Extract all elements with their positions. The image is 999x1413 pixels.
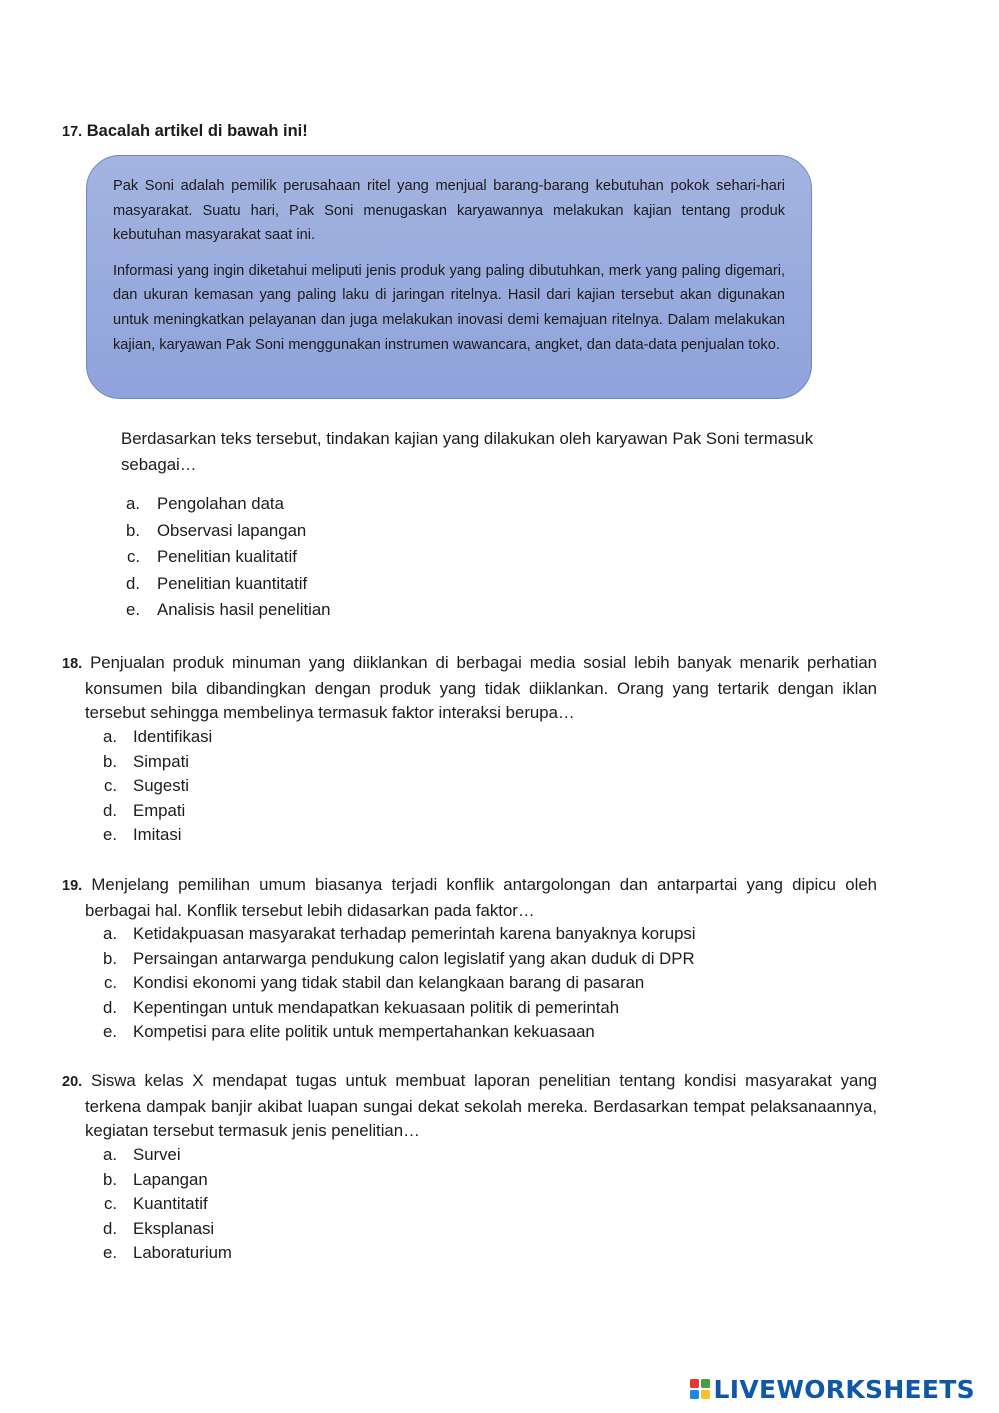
logo-square — [701, 1379, 710, 1388]
q19-stem — [62, 873, 877, 923]
article-paragraph-2: Informasi yang ingin diketahui meliputi jenis produk yang paling dibutuhkan, merk yang paling digemari, dan ukuran kemasan yang paling laku di jaringan ritelnya. Hasil dari kajian tersebut akan digunakan untuk meningkatkan pelayanan dan juga melakukan inovasi demi kemajuan ritelnya. Dalam melakukan kajian, karyawan Pak Soni menggunakan instrumen wawancara, angket, dan data-data penjualan toko. — [113, 262, 785, 353]
option-letter: e. — [103, 1022, 117, 1042]
option-letter: e. — [103, 1243, 117, 1263]
option-letter: a. — [103, 727, 117, 746]
q20-stem — [62, 1069, 877, 1144]
option-letter: c. — [103, 1194, 117, 1214]
q19-number: 19. — [62, 878, 83, 894]
logo-square — [690, 1390, 699, 1399]
q18-stem — [62, 651, 877, 726]
q20-number: 20. — [62, 1074, 83, 1090]
option-text: Penelitian kualitatif — [157, 547, 297, 566]
option-letter: e. — [126, 600, 140, 619]
q18-block — [62, 651, 877, 726]
option-letter: d. — [103, 800, 117, 820]
q19-block — [62, 873, 877, 923]
option-letter: b. — [103, 948, 117, 968]
option-text: Lapangan — [133, 1169, 208, 1189]
logo-square — [690, 1379, 699, 1388]
option-text: Identifikasi — [133, 727, 213, 746]
option-letter: a. — [103, 924, 117, 943]
option-letter: b. — [103, 751, 117, 771]
option-text: Persaingan antarwarga pendukung calon legislatif yang akan duduk di DPR — [133, 948, 695, 968]
option-text: Kepentingan untuk mendapatkan kekuasaan politik di pemerintah — [133, 997, 620, 1017]
option-letter: a. — [103, 1145, 117, 1164]
q17-question: Berdasarkan teks tersebut, tindakan kajian yang dilakukan oleh karyawan Pak Soni termasuk sebagai… — [121, 429, 814, 474]
q18-number: 18. — [62, 656, 83, 672]
option-text: Sugesti — [133, 776, 189, 796]
q19-question: Menjelang pemilihan umum biasanya terjadi konflik antargolongan dan antarpartai yang dipicu oleh berbagai hal. Konflik tersebut lebih didasarkan pada faktor… — [85, 875, 877, 920]
liveworksheets-mark-icon — [690, 1379, 710, 1399]
option-letter: c. — [103, 973, 117, 993]
option-text: Observasi lapangan — [157, 520, 307, 540]
article-box — [86, 155, 812, 399]
option-letter: c. — [126, 547, 140, 566]
q17-number: 17. — [62, 124, 83, 140]
option-text: Ketidakpuasan masyarakat terhadap pemerintah karena banyaknya korupsi — [133, 924, 696, 943]
q17-title: Bacalah artikel di bawah ini! — [86, 122, 308, 140]
option-text: Eksplanasi — [133, 1218, 215, 1238]
option-letter: d. — [103, 997, 117, 1017]
option-text: Empati — [133, 800, 186, 820]
q17-heading — [62, 122, 308, 141]
option-letter: b. — [126, 520, 140, 540]
option-text: Imitasi — [133, 825, 182, 845]
q20-block — [62, 1069, 877, 1144]
option-text: Survei — [133, 1145, 181, 1164]
option-letter: d. — [103, 1218, 117, 1238]
liveworksheets-wordmark: LIVEWORKSHEETS — [713, 1374, 975, 1404]
article-paragraph-1: Pak Soni adalah pemilik perusahaan ritel yang menjual barang-barang kebutuhan pokok sehari-hari masyarakat. Suatu hari, Pak Soni menugaskan karyawannya melakukan kajian tentang produk kebutuhan masyarakat saat ini. — [113, 178, 785, 244]
option-text: Kondisi ekonomi yang tidak stabil dan kelangkaan barang di pasaran — [133, 973, 645, 993]
option-text: Simpati — [133, 751, 189, 771]
option-letter: b. — [103, 1169, 117, 1189]
option-letter: c. — [103, 776, 117, 796]
option-text: Kuantitatif — [133, 1194, 208, 1214]
logo-square — [701, 1390, 710, 1399]
option-text: Penelitian kuantitatif — [157, 573, 308, 593]
option-text: Kompetisi para elite politik untuk mempertahankan kekuasaan — [133, 1022, 595, 1042]
option-text: Analisis hasil penelitian — [157, 600, 331, 619]
option-text: Laboraturium — [133, 1243, 232, 1263]
q18-question: Penjualan produk minuman yang diiklankan di berbagai media sosial lebih banyak menarik perhatian konsumen bila dibandingkan dengan produk yang tidak diiklankan. Orang yang tertarik dengan iklan tersebut sehingga membelinya termasuk faktor interaksi berupa… — [85, 653, 877, 722]
option-letter: d. — [126, 573, 140, 593]
q20-question: Siswa kelas X mendapat tugas untuk membuat laporan penelitian tentang kondisi masyarakat yang terkena dampak banjir akibat luapan sungai dekat sekolah mereka. Berdasarkan tempat pelaksanaannya, kegiatan tersebut termasuk jenis penelitian… — [85, 1071, 877, 1140]
option-letter: a. — [126, 494, 140, 513]
liveworksheets-logo[interactable] — [690, 1372, 975, 1406]
option-letter: e. — [103, 825, 117, 845]
option-text: Pengolahan data — [157, 494, 284, 513]
